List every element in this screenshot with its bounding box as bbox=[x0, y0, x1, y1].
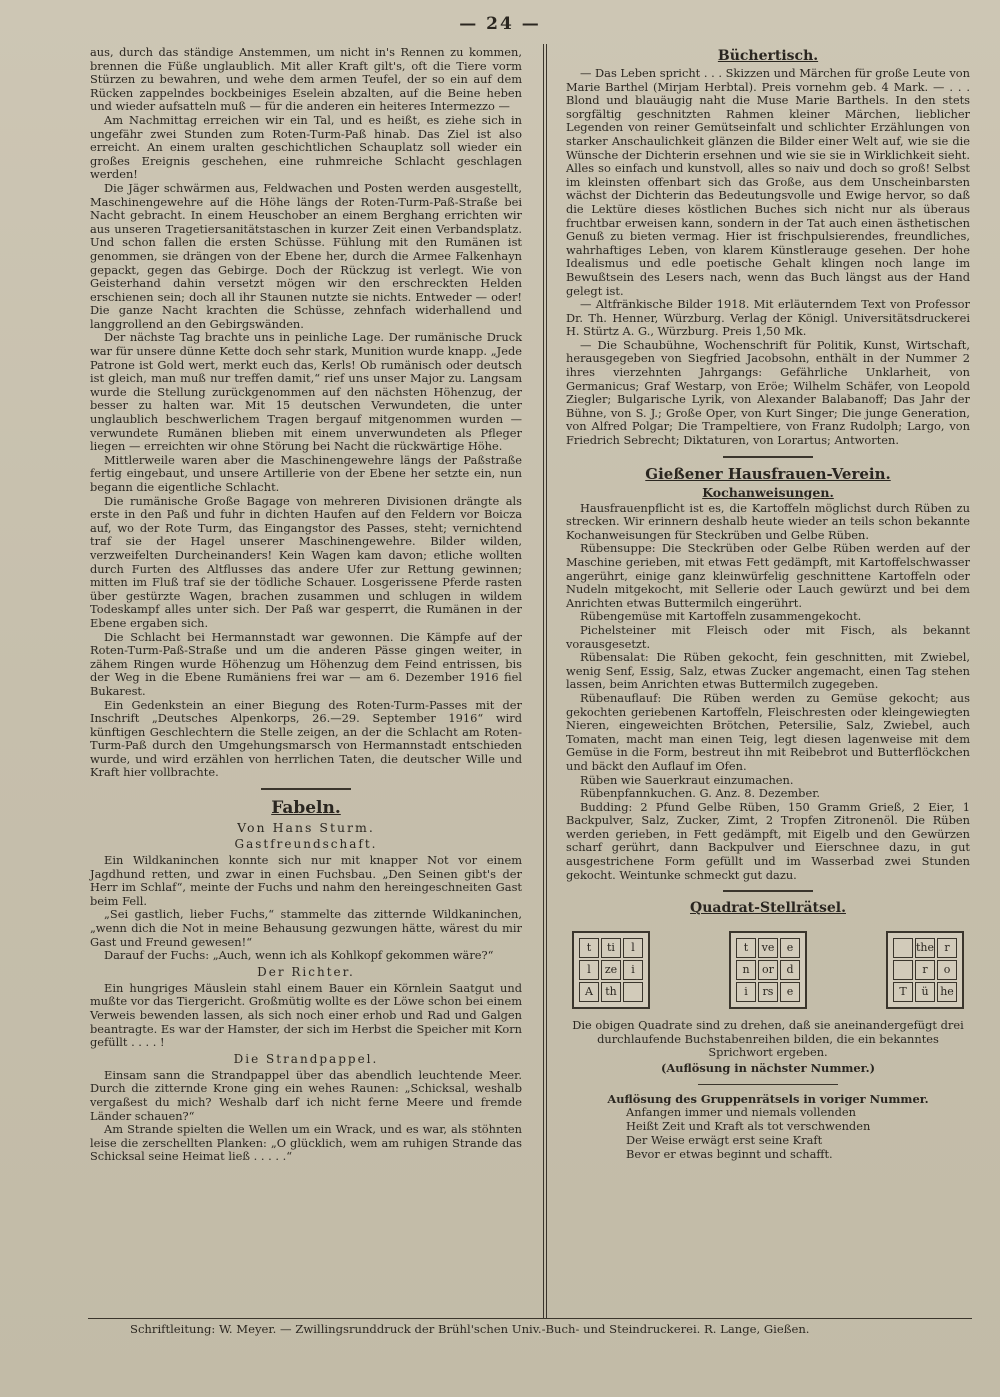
section-rule bbox=[698, 1084, 838, 1085]
article-paragraph: Die Jäger schwärmen aus, Feldwachen und Posten werden ausgestellt, Maschinengewehre auf die Höhe längs der Roten-Turm-Paß-Straße bei Nacht gebracht. In einem Heuschober an einem Berghang errichten wir aus unseren Tragetiersanitätstaschen in kurzer Zeit einen Verbandsplatz. Und schon fallen die ersten Schüsse. Fühlung mit den Rumänen ist genommen, sie drängen von der Ebene her, durch die Armee Falkenhayn gepackt, gegen das Gebirge. Doch der Rückzug ist verlegt. Wie von Geisterhand dahin versetzt mögen wir den erschreckten Helden erschienen sein; doch all ihr Staunen nutzte sie nichts. Entweder — oder! Die ganze Nacht krachten die Schüsse, zehnfach widerhallend und langgrollend an den Gebirgswänden. bbox=[90, 180, 522, 331]
imprint-footer: Schriftleitung: W. Meyer. — Zwillingsrunddruck der Brühl'schen Univ.-Buch- und Steindruckerei. R. Lange, Gießen. bbox=[130, 1322, 810, 1336]
article-paragraph: Mittlerweile waren aber die Maschinengewehre längs der Paßstraße fertig eingebaut, und unsere Artillerie von der Ebene her setzte ein, nun begann die eigentliche Schlacht. bbox=[90, 452, 522, 494]
verein-heading: Gießener Hausfrauen-Verein. bbox=[645, 464, 891, 483]
raetsel-text: Die obigen Quadrate sind zu drehen, daß sie aneinandergefügt drei durchlaufende Buchstabenreihen bilden, die ein bekanntes Sprichwort ergeben. bbox=[572, 1018, 964, 1060]
recipe-paragraph: Budding: 2 Pfund Gelbe Rüben, 150 Gramm Grieß, 2 Eier, 1 Backpulver, Salz, Zucker, Zimt, 2 Tropfen Zitronenöl. Die Rüben werden gerieben, in Fett gedämpft, mit Eigelb und den Gewürzen scharf gerührt, dann Backpulver und Eierschnee dazu, in gut ausgestrichene Form gefüllt und im Wasserbad zwei Stunden gekocht. Weintunke schmeckt gut dazu. bbox=[566, 799, 970, 882]
fabeln-heading: Fabeln. bbox=[271, 798, 341, 819]
puzzle-cell: e bbox=[780, 938, 800, 958]
fable-paragraph: „Sei gastlich, lieber Fuchs,“ stammelte das zitternde Wildkaninchen, „wenn dich die Not in meine Behausung gezwungen hätte, wärest du mir Gast und Freund gewesen!“ bbox=[90, 907, 522, 949]
article-paragraph: Der nächste Tag brachte uns in peinliche Lage. Der rumänische Druck war für unsere dünne Kette doch sehr stark, Munition wurde knapp. „Jede Patrone ist Gold wert, merkt euch das, Kerls! Ob rumänisch oder deutsch ist gleich, man muß nur treffen damit,“ rief uns unser Major zu. Langsam wurde die Stellung zurückgenommen auf den nächsten Höhenzug, der besser zu halten war. Mit 15 deutschen Verwundeten, die unter unglaublich beschwerlichem Tragen bergauf mitgenommen wurden — verwundete Rumänen blieben mit einem unverwundeten als Pfleger liegen — erreichten wir ohne Störung bei Nacht die rückwärtige Höhe. bbox=[90, 330, 522, 454]
review-paragraph: — Altfränkische Bilder 1918. Mit erläuterndem Text von Professor Dr. Th. Henner, Würzburg. Verlag der Königl. Universitätsdruckerei H. Stürtz A. G., Würzburg. Preis 1,50 Mk. bbox=[566, 297, 970, 339]
puzzle-square-3 bbox=[886, 931, 964, 1009]
recipe-paragraph: Hausfrauenpflicht ist es, die Kartoffeln möglichst durch Rüben zu strecken. Wir erinnern deshalb heute wieder an teils schon bekannte Kochanweisungen für Steckrüben und Gelbe Rüben. bbox=[566, 500, 970, 542]
puzzle-cell: o bbox=[937, 960, 957, 980]
recipe-paragraph: Rübenauflauf: Die Rüben werden zu Gemüse gekocht; aus gekochten geriebenen Kartoffeln, Fleischresten oder kleingewiegten Nieren, eingeweichten Brötchen, Petersilie, Salz, Zwiebel, auch Tomaten, macht man einen Teig, legt diesen lagenweise mit dem Gemüse in die Form, bestreut ihn mit Reibebrot und Butterflöckchen und bäckt den Auflauf im Ofen. bbox=[566, 690, 970, 773]
puzzle-cell: i bbox=[736, 982, 756, 1002]
puzzle-cell: e bbox=[780, 982, 800, 1002]
column-divider bbox=[543, 44, 544, 1319]
puzzle-cell: t bbox=[736, 938, 756, 958]
puzzle-cell: ü bbox=[915, 982, 935, 1002]
review-paragraph: — Die Schaubühne, Wochenschrift für Politik, Kunst, Wirtschaft, herausgegeben von Siegfried Jacobsohn, enthält in der Nummer 2 ihres vierzehnten Jahrgangs: Gefährliche Unklarheit, von Germanicus; Graf Westarp, von Eröe; Wilhelm Schäfer, von Leopold Ziegler; Bulgarische Lyrik, von Alexander Balabanoff; Das Jahr der Bühne, von S. J.; Große Oper, von Kurt Singer; Die junge Generation, von Alfred Polgar; Die Trampeltiere, von Franz Rudolph; Largo, von Friedrich Sebrecht; Diktaturen, von Lorartus; Antworten. bbox=[566, 337, 970, 448]
section-rule bbox=[261, 788, 351, 790]
puzzle-cell: r bbox=[937, 938, 957, 958]
raetsel-heading: Quadrat-Stellrätsel. bbox=[690, 900, 846, 917]
puzzle-cell bbox=[893, 960, 913, 980]
fable-paragraph: Einsam sann die Strandpappel über das abendlich leuchtende Meer. Durch die zitternde Krone ging ein wehes Raunen: „Schicksal, weshalb vergaßest du mich? Weshalb darf ich nicht ferne Meere und fremde Länder schauen?“ bbox=[90, 1067, 522, 1123]
kochanweisungen-heading: Kochanweisungen. bbox=[702, 484, 834, 500]
puzzle-cell: th bbox=[601, 982, 621, 1002]
puzzle-cell: ze bbox=[601, 960, 621, 980]
fable-paragraph: Ein hungriges Mäuslein stahl einem Bauer ein Körnlein Saatgut und mußte vor das Tiergericht. Großmütig wollte es der Löwe schon bei einem Verweis bewenden lassen, als sich noch einer erhob und Rad und Galgen beantragte. Es war der Hamster, der sich im Herbst die Speicher mit Korn gefüllt . . . . ! bbox=[90, 980, 522, 1050]
puzzle-cell bbox=[623, 982, 643, 1002]
fable-paragraph: Darauf der Fuchs: „Auch, wenn ich als Kohlkopf gekommen wäre?“ bbox=[104, 948, 494, 963]
section-rule bbox=[723, 890, 813, 892]
right-column bbox=[566, 46, 970, 1161]
article-paragraph: Die Schlacht bei Hermannstadt war gewonnen. Die Kämpfe auf der Roten-Turm-Paß-Straße und um die anderen Pässe gingen weiter, in zähem Ringen wurde Höhenzug um Höhenzug dem Feind entrissen, bis der Weg in die Ebene Rumäniens frei war — am 6. Dezember 1916 fiel Bukarest. bbox=[90, 629, 522, 698]
puzzle-cell: l bbox=[623, 938, 643, 958]
puzzle-cell: the bbox=[915, 938, 935, 958]
puzzle-cell: rs bbox=[758, 982, 778, 1002]
fable-paragraph: Ein Wildkaninchen konnte sich nur mit knapper Not vor einem Jagdhund retten, und zwar in einen Fuchsbau. „Den Seinen gibt's der Herr im Schlaf“, meinte der Fuchs und nahm den hereingeschneiten Gast beim Fell. bbox=[90, 853, 522, 908]
puzzle-cell: d bbox=[780, 960, 800, 980]
column-divider-2 bbox=[546, 44, 547, 1319]
puzzle-cell: T bbox=[893, 982, 913, 1002]
article-paragraph: Ein Gedenkstein an einer Biegung des Roten-Turm-Passes mit der Inschrift „Deutsches Alpenkorps, 26.—29. September 1916“ wird künftigen Geschlechtern die Stelle zeigen, an der die Schlacht am Roten-Turm-Paß durch den Umgehungsmarsch von Hermannstadt entschieden wurde, und wird erzählen von herrlichen Taten, die deutscher Wille und Kraft hier vollbrachte. bbox=[90, 697, 522, 780]
recipe-paragraph: Rübensuppe: Die Steckrüben oder Gelbe Rüben werden auf der Maschine gerieben, mit etwas Fett gedämpft, mit Kartoffelschwasser angerührt, einige ganz kleinwürfelig geschnittene Kartoffeln oder Nudeln mitgekocht, mit Sellerie oder Lauch gewürzt und bei dem Anrichten etwas Buttermilch eingerührt. bbox=[566, 541, 970, 610]
poem-line: Der Weise erwägt erst seine Kraft bbox=[626, 1132, 823, 1147]
puzzle-cell: ti bbox=[601, 938, 621, 958]
recipe-paragraph: Rübenpfannkuchen. G. Anz. 8. Dezember. bbox=[580, 786, 821, 801]
puzzle-cell: ve bbox=[758, 938, 778, 958]
puzzle-square-2 bbox=[729, 931, 807, 1009]
puzzle-cell: i bbox=[623, 960, 643, 980]
raetsel-note: (Auflösung in nächster Nummer.) bbox=[661, 1061, 875, 1076]
recipe-paragraph: Pichelsteiner mit Fleisch oder mit Fisch, als bekannt vorausgesetzt. bbox=[566, 622, 970, 651]
fabeln-author: Von Hans Sturm. bbox=[237, 820, 375, 836]
review-paragraph: — Das Leben spricht . . . Skizzen und Märchen für große Leute von Marie Barthel (Mirjam Herbtal). Preis vornehm geb. 4 Mark. — . . . Blond und blauäugig naht die Muse Marie Barthels. In den stets sorgfältig geschnitzten Rahmen kleiner Märchen, lieblicher Legenden von reiner Gemütseinfalt und schlichter Erzählungen von starker Anschaulichkeit glänzen die Bilder einer Welt auf, wie sie die Wünsche der Dichterin ersehnen und wie sie sie in Wirklichkeit sieht. Alles so einfach und kunstvoll, alles so naiv und doch so groß! Selbst im kleinsten offenbart sich das Große, aus dem Unscheinbarsten wächst der Dichterin das Bedeutungsvolle und Ewige hervor, so daß die Lektüre dieses köstlichen Buches sich nicht nur als überaus fruchtbar erweisen kann, sondern in der Tat auch einen ästhetischen Genuß zu bieten vermag. Hier ist frischpulsierendes, freundliches, wahrhaftiges Leben, von klarem Künstlerauge gesehen. Der hohe Idealismus und edle poetische Gehalt klingen noch lange im Bewußtsein des Lesers nach, wenn das Buch längst aus der Hand gelegt ist. bbox=[566, 66, 970, 298]
puzzle-square-1 bbox=[572, 931, 650, 1009]
fable-paragraph: Am Strande spielten die Wellen um ein Wrack, und es war, als stöhnten leise die zerschellten Planken: „O glücklich, wem am ruhigen Strande das Schicksal seine Heimat ließ . . . . .“ bbox=[90, 1122, 522, 1164]
puzzle-cell: l bbox=[579, 960, 599, 980]
buechertisch-heading: Büchertisch. bbox=[717, 48, 819, 64]
puzzle-cell: t bbox=[579, 938, 599, 958]
fable-title-richter: Der Richter. bbox=[257, 964, 355, 979]
fable-title-gastfreundschaft: Gastfreundschaft. bbox=[234, 837, 378, 852]
article-paragraph: Die rumänische Große Bagage von mehreren Divisionen drängte als erste in den Paß und fuhr in dichten Haufen auf den Feldern vor Boicza auf, wo der Rote Turm, das Eingangstor des Passes, steht; vernichtend traf sie der Hagel unserer Maschinengewehre. Bilder wilden, verzweifelten Durcheinanders! Kein Wagen kam davon; etliche wollten durch Furten des Altflusses das andere Ufer zur Rettung gewinnen; mitten im Fluß traf sie der tödliche Schauer. Losgerissene Pferde rasten über gestürzte Wagen, brachen zusammen und schlugen in wildem Todeskampf alles unter sich. Der Paß war gesperrt, die Rumänen in der Ebene ergaben sich. bbox=[90, 493, 522, 630]
puzzle-cell bbox=[893, 938, 913, 958]
article-paragraph: aus, durch das ständige Anstemmen, um nicht in's Rennen zu kommen, brennen die Füße unglaublich. Mit aller Kraft gilt's, oft die Tiere vorm Stürzen zu bewahren, und wehe dem armen Teufel, der so ein auf dem Rücken zappelndes bockbeiniges Eselein abzalten, auf die Beine heben und wieder aufsatteln muß — für die anderen ein heiteres Intermezzo — bbox=[90, 45, 522, 114]
recipe-paragraph: Rübengemüse mit Kartoffeln zusammengekocht. bbox=[580, 609, 862, 624]
puzzle-cell: n bbox=[736, 960, 756, 980]
puzzle-cell: A bbox=[579, 982, 599, 1002]
puzzle-cell: he bbox=[937, 982, 957, 1002]
recipe-paragraph: Rübensalat: Die Rüben gekocht, fein geschnitten, mit Zwiebel, wenig Senf, Essig, Salz, etwas Zucker angemacht, einen Tag stehen lassen, beim Anrichten etwas Buttermilch zugegeben. bbox=[566, 650, 970, 692]
aufloesung-heading: Auflösung des Gruppenrätsels in voriger Nummer. bbox=[607, 1091, 929, 1106]
puzzle-cell: r bbox=[915, 960, 935, 980]
fable-title-strandpappel: Die Strandpappel. bbox=[233, 1051, 379, 1066]
poem-line: Bevor er etwas beginnt und schafft. bbox=[626, 1146, 833, 1161]
puzzle-grids bbox=[572, 931, 964, 1009]
puzzle-cell: or bbox=[758, 960, 778, 980]
left-column bbox=[90, 46, 522, 1164]
poem-line: Heißt Zeit und Kraft als tot verschwenden bbox=[626, 1119, 871, 1134]
poem-line: Anfangen immer und niemals vollenden bbox=[626, 1105, 856, 1120]
section-rule bbox=[723, 456, 813, 458]
article-paragraph: Am Nachmittag erreichen wir ein Tal, und es heißt, es ziehe sich in ungefähr zwei Stunden zum Roten-Turm-Paß hinab. Das Ziel ist also erreicht. An einem uralten geschichtlichen Schauplatz soll wieder ein großes Ereignis geschehen, eine ruhmreiche Schlacht geschlagen werden! bbox=[90, 112, 522, 182]
footer-rule bbox=[88, 1318, 972, 1319]
recipe-paragraph: Rüben wie Sauerkraut einzumachen. bbox=[580, 772, 794, 787]
page-number: — 24 — bbox=[459, 14, 541, 34]
